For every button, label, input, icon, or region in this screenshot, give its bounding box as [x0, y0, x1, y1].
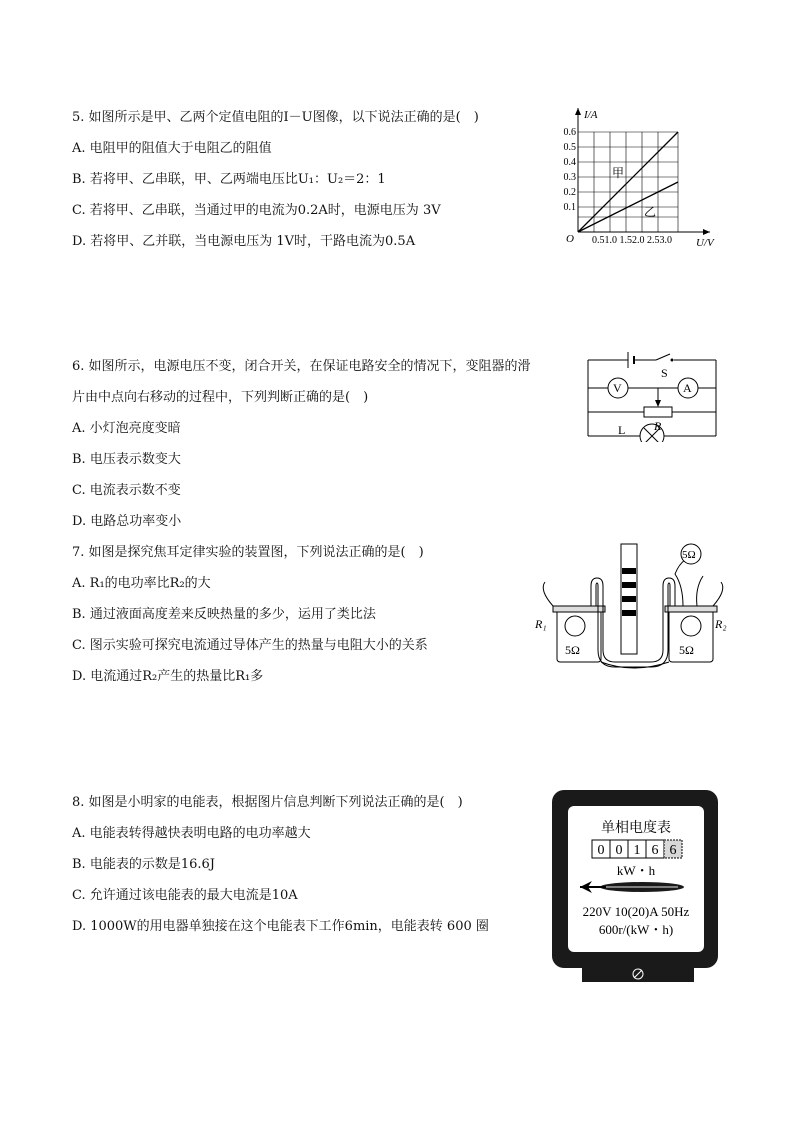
q5-stem: 5. 如图所示是甲、乙两个定值电阻的I－U图像，以下说法正确的是( ) [72, 110, 479, 125]
q6-stem-line-1: 6. 如图所示，电源电压不变，闭合开关，在保证电路安全的情况下，变阻器的滑 [72, 359, 531, 374]
q7-option-b: B. 通过液面高度差来反映热量的多少，运用了类比法 [72, 607, 376, 622]
digit: 0 [615, 843, 623, 858]
y-tick: 0.3 [563, 172, 576, 183]
q6-stem-line-2: 片由中点向右移动的过程中，下列判断正确的是( ) [72, 390, 369, 405]
label-s: S [661, 366, 668, 380]
q6-option-a: A. 小灯泡亮度变暗 [72, 421, 181, 436]
q7-option-c: C. 图示实验可探究电流通过导体产生的热量与电阻大小的关系 [72, 638, 428, 653]
x-axis-arrow [703, 229, 710, 235]
x-axis-label: U/V [696, 237, 714, 249]
q5-option-b: B. 若将甲、乙串联，甲、乙两端电压比U₁：U₂＝2：1 [72, 172, 386, 187]
right-bulb [681, 616, 701, 636]
q8-option-d: D. 1000W的用电器单独接在这个电能表下工作6min，电能表转 600 圈 [72, 919, 489, 934]
wire-top [675, 560, 685, 606]
left-bulb [565, 616, 585, 636]
q8-option-c: C. 允许通过该电能表的最大电流是10A [72, 888, 298, 903]
q5-option-d: D. 若将甲、乙并联，当电源电压为 1V时，干路电流为0.5A [72, 234, 416, 249]
switch-blade [656, 354, 670, 360]
y-tick: 0.2 [563, 187, 576, 198]
wire-right [713, 582, 723, 606]
origin-label: O [566, 233, 574, 245]
wire-left [543, 582, 553, 606]
line-label-jia: 甲 [612, 166, 625, 180]
x-ticks: 0.51.0 1.52.0 2.53.0 [592, 235, 672, 246]
label-l: L [618, 423, 626, 437]
q6-option-c: C. 电流表示数不变 [72, 483, 181, 498]
meter-unit: kW・h [616, 863, 656, 878]
liquid-bands [622, 568, 636, 616]
rheostat-body [644, 407, 672, 417]
q5-option-a: A. 电阻甲的阻值大于电阻乙的阻值 [72, 141, 272, 156]
wire-top-2 [697, 576, 703, 606]
digit-decimal: 6 [669, 843, 677, 858]
q6-option-b: B. 电压表示数变大 [72, 452, 181, 467]
q8-option-a: A. 电能表转得越快表明电路的电功率越大 [72, 826, 311, 841]
right-lid [665, 606, 717, 612]
u-tube-outer [591, 578, 675, 662]
label-r1: R₁ [535, 617, 547, 631]
q7-option-d: D. 电流通过R₂产生的热量比R₁多 [72, 669, 264, 684]
y-axis-label: I/A [584, 109, 598, 121]
q7-stem: 7. 如图是探究焦耳定律实验的装置图，下列说法正确的是( ) [72, 545, 424, 560]
q7-option-a: A. R₁的电功率比R₂的大 [72, 576, 211, 591]
q6-circuit-diagram [582, 350, 722, 442]
digit: 6 [651, 843, 659, 858]
meter-title: 单相电度表 [601, 821, 671, 836]
digit: 1 [633, 843, 641, 858]
y-tick: 0.5 [563, 142, 576, 153]
line-label-yi: 乙 [644, 205, 657, 219]
label-right-resistance: 5Ω [679, 643, 694, 657]
q8-energy-meter [550, 788, 722, 984]
label-r: R [654, 419, 662, 433]
q5-iu-graph [560, 100, 730, 250]
left-lid [553, 606, 605, 612]
q5-option-c: C. 若将甲、乙串联，当通过甲的电流为0.2A时，电源电压为 3V [72, 203, 441, 218]
switch-contact [671, 359, 674, 362]
label-a: A [683, 381, 692, 395]
digit: 0 [597, 843, 605, 858]
q6-option-d: D. 电路总功率变小 [72, 514, 182, 529]
q8-stem: 8. 如图是小明家的电能表，根据图片信息判断下列说法正确的是( ) [72, 795, 463, 810]
meter-spec-line-1: 220V 10(20)A 50Hz [582, 904, 690, 919]
y-tick: 0.1 [563, 202, 576, 213]
y-axis-arrow [575, 108, 581, 115]
label-top-resistance: 5Ω [682, 549, 696, 561]
meter-spec-line-2: 600r/(kW・h) [598, 922, 674, 937]
q8-option-b: B. 电能表的示数是16.6J [72, 857, 215, 872]
label-r2: R₂ [715, 617, 727, 631]
q7-joule-apparatus [533, 538, 733, 670]
label-left-resistance: 5Ω [565, 643, 580, 657]
y-tick: 0.6 [563, 127, 576, 138]
slider-arrow [655, 400, 661, 407]
y-tick: 0.4 [563, 157, 576, 168]
label-v: V [613, 381, 622, 395]
